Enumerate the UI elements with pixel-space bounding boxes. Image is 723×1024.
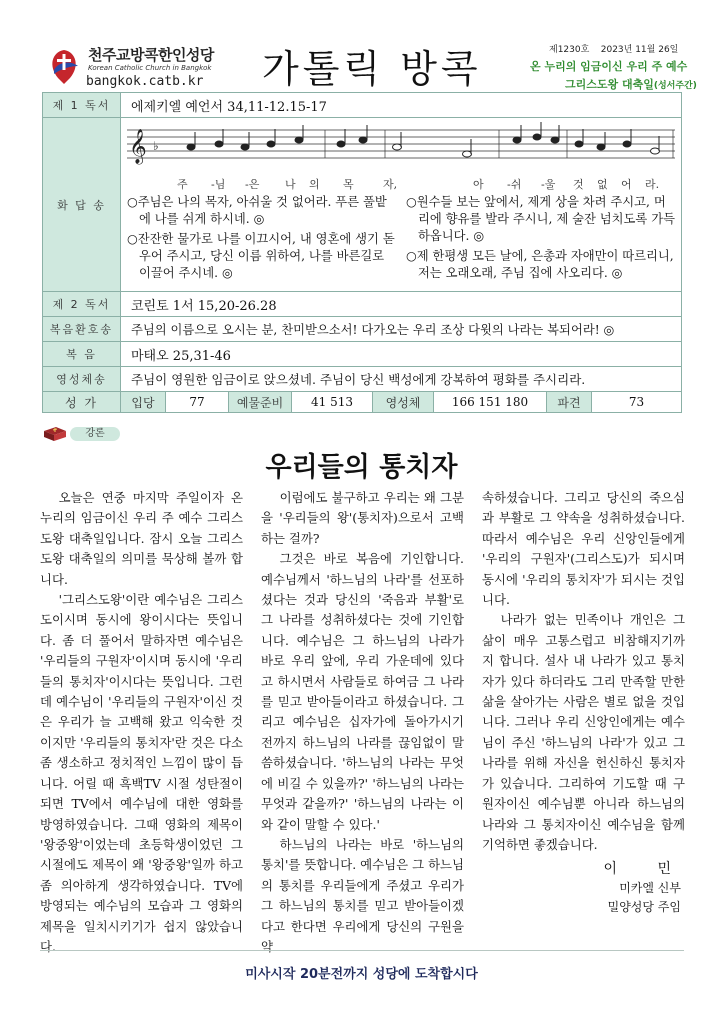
hymn-communion-number: 166 151 180 (434, 392, 547, 413)
lyric-syllable: 주 (177, 178, 188, 191)
homily-column-3 (482, 488, 685, 855)
homily-paragraph: 그것은 바로 복음에 기인합니다. 예수님께서 '하느님의 나라'를 선포하셨다는 것과 당신의 '죽음과 부활'로 그 나라를 성취하셨다는 것에 기인합니다. 예수님은 그 하느님의 나라가 바로 우리 앞에, 우리 가운데에 있다고 하시면서 사람들로 하여금 그 나라를 믿고 받아들이라고 하셨습니다. 그리고 예수님은 십자가에 돌아가시기 전까지 하느님의 나라를 끊임없이 말씀하셨습니다. '하느님의 나라는 무엇에 비길 수 있을까?' '하느님의 나라는 무엇과 같을까?' '하느님의 나라는 이와 같이 말할 수 있다.' (261, 551, 464, 832)
reading1-label: 제 1 독서 (43, 93, 121, 118)
issue-date: 2023년 11월 26일 (600, 45, 679, 55)
lyric-syllable: 의 (309, 178, 320, 191)
feast-title-line1: 온 누리의 임금이신 우리 주 예수 (530, 60, 688, 73)
homily-paragraph: 속하셨습니다. 그리고 당신의 죽으심과 부활로 그 약속을 성취하셨습니다. 따라서 예수님은 우리 신앙인들에게 '우리의 구원자'(그리스도)가 되시며 동시에 '우리의 통치자'가 되시는 것입니다. (482, 490, 685, 608)
alleluia-value: 주님의 이름으로 오시는 분, 찬미받으소서! 다가오는 우리 조상 다윗의 나라는 복되어라! ◎ (121, 317, 682, 342)
author-parish: 밀양성당 주임 (607, 900, 681, 914)
homily-badge (42, 425, 132, 443)
lyric-syllable: -쉬 (507, 178, 522, 191)
footer-divider (40, 950, 684, 951)
lyric-syllable: 어 (621, 178, 632, 191)
psalm-verse: ○주님은 나의 목자, 아쉬울 것 없어라. 푸른 풀밭에 나를 쉬게 하시네. ◎ (127, 195, 387, 226)
homily-body (40, 488, 686, 954)
lyric-syllable: 라. (645, 178, 660, 191)
author-title: 미카엘 신부 (619, 881, 681, 895)
psalm-music-staff (127, 120, 675, 176)
bible-icon (42, 425, 68, 443)
hymn-sending-number: 73 (592, 392, 682, 413)
homily-paragraph: '그리스도왕'이란 예수님은 그리스도이시며 동시에 왕이시다는 뜻입니다. 좀 더 풀어서 말하자면 예수님은 '우리들의 구원자'이시며 동시에 '우리들의 통치자'이시다는 뜻입니다. 그런데 예수님이 '우리들의 구원자'이신 것은 우리가 늘 고백해 왔고 익숙한 것이지만 '우리들의 통치자'란 것은 다소 좀 생소하고 정치적인 느낌이 많이 듭니다. 어릴 때 흑백TV 시절 성탄절이 되면 TV에서 예수님에 대한 영화를 방영하였습니다. 그때 영화의 제목이 '왕중왕'이었는데 초등학생이었던 그 시절에도 제목이 왜 '왕중왕'일까 하고 좀 의아하게 생각하였습니다. TV에 방영되는 예수님의 모습과 그 영화의 제목을 일치시키기가 쉽지 않았습니다. (40, 592, 243, 954)
author-name: 이 민 (603, 861, 689, 877)
lyric-syllable: -은 (245, 178, 260, 191)
hymn-offertory-label: 예물준비 (229, 392, 292, 413)
lyric-syllable: 자, (383, 178, 398, 191)
hymns-label: 성 가 (43, 392, 121, 413)
church-url[interactable]: bangkok.catb.kr (86, 74, 204, 89)
homily-badge-label: 강론 (70, 427, 120, 441)
gospel-value: 마태오 25,31-46 (121, 342, 682, 367)
homily-paragraph: 나라가 없는 민족이나 개인은 그 삶이 매우 고통스럽고 비참해지기까지 합니다. 설사 내 나라가 있고 통치자가 있다 하더라도 그리 만족할 만한 삶을 살아가는 사람은 별로 없을 것입니다. 그러나 우리 신앙인에게는 예수님이 주신 '하느님의 나라'가 있고 그 나라를 위해 자신을 헌신하신 통치자가 있습니다. 그리하여 기도할 때 구원자이신 예수님뿐 아니라 하느님의 나라와 그 통치자이신 예수님을 함께 기억하면 좋겠습니다. (482, 612, 685, 852)
feast-title-main: 그리스도왕 대축일 (565, 78, 654, 91)
reading1-value: 에제키엘 예언서 34,11-12.15-17 (121, 93, 682, 118)
communion-value: 주님이 영원한 임금이로 앉으셨네. 주님이 당신 백성에게 강복하여 평화를 주시리라. (121, 367, 682, 392)
issue-number: 제1230호 (549, 45, 590, 55)
lyric-syllable: -님 (211, 178, 226, 191)
church-logo (44, 44, 84, 88)
lyric-syllable: 아 (473, 178, 484, 191)
psalm-lyrics (127, 176, 675, 190)
hymn-offertory-number: 41 513 (292, 392, 373, 413)
psalm-verses (127, 194, 675, 285)
communion-label: 영성체송 (43, 367, 121, 392)
hymns-row (43, 392, 682, 413)
reading2-value: 코린토 1서 15,20-26.28 (121, 292, 682, 317)
lyric-syllable: 것 (573, 178, 584, 191)
footer-notice: 미사시작 20분전까지 성당에 도착합시다 (245, 967, 478, 982)
psalm-verse: ○제 한평생 모든 날에, 은총과 자애만이 따르리니, 저는 오래오래, 주님 집에 사오리다. ◎ (406, 249, 674, 280)
psalm-verse: ○잔잔한 물가로 나를 이끄시어, 내 영혼에 생기 돋우어 주시고, 당신 이름 위하여, 나를 바른길로 이끌어 주시네. ◎ (127, 232, 395, 280)
hymn-entrance-label: 입당 (121, 392, 166, 413)
gospel-label: 복 음 (43, 342, 121, 367)
hymn-communion-label: 영성체 (373, 392, 434, 413)
hymn-entrance-number: 77 (166, 392, 229, 413)
flat-icon: ♭ (153, 139, 159, 153)
homily-paragraph: 오늘은 연중 마지막 주일이자 온 누리의 임금이신 우리 주 예수 그리스도왕 대축일입니다. 잠시 오늘 그리스도왕 대축일의 의미를 묵상해 볼까 합니다. (40, 490, 243, 587)
homily-signature (603, 860, 689, 917)
psalm-cell (121, 118, 682, 292)
feast-title-line2 (565, 76, 697, 92)
psalm-verses-left (127, 194, 396, 285)
homily-column-2 (261, 488, 464, 957)
lyric-syllable: 나 (285, 178, 296, 191)
homily-paragraph: 이럼에도 불구하고 우리는 왜 그분을 '우리들의 왕'(통치자)으로서 고백하는 걸까? (261, 490, 464, 546)
issue-info (549, 42, 678, 55)
bulletin-title: 가톨릭 방콕 (262, 47, 482, 91)
alleluia-label: 복음환호송 (43, 317, 121, 342)
lyric-syllable: 없 (597, 178, 608, 191)
reading2-label: 제 2 독서 (43, 292, 121, 317)
lyric-syllable: -울 (541, 178, 556, 191)
hymn-sending-label: 파견 (547, 392, 592, 413)
church-english-name: Korean Catholic Church in Bangkok (88, 64, 212, 72)
liturgy-table (42, 92, 682, 413)
psalm-label: 화 답 송 (43, 118, 121, 292)
homily-column-1 (40, 488, 243, 957)
psalm-verse: ○원수들 보는 앞에서, 제게 상을 차려 주시고, 머리에 향유를 발라 주시니, 제 술잔 넘치도록 가득하옵니다. ◎ (406, 195, 675, 243)
homily-paragraph: 하느님의 나라는 바로 '하느님의 통치'를 뜻합니다. 예수님은 그 하느님의 통치를 우리들에게 주셨고 우리가 그 하느님의 통치를 믿고 받아들이겠다고 한다면 우리에게 당신의 구원을 약 (261, 836, 464, 954)
feast-title-note: (성서주간) (653, 81, 697, 91)
lyric-syllable: 목 (343, 178, 354, 191)
church-name: 천주교방콕한인성당 (88, 46, 214, 64)
psalm-verses-right (406, 194, 675, 285)
homily-title: 우리들의 통치자 (265, 452, 458, 483)
treble-clef-icon: 𝄞 (129, 129, 147, 164)
